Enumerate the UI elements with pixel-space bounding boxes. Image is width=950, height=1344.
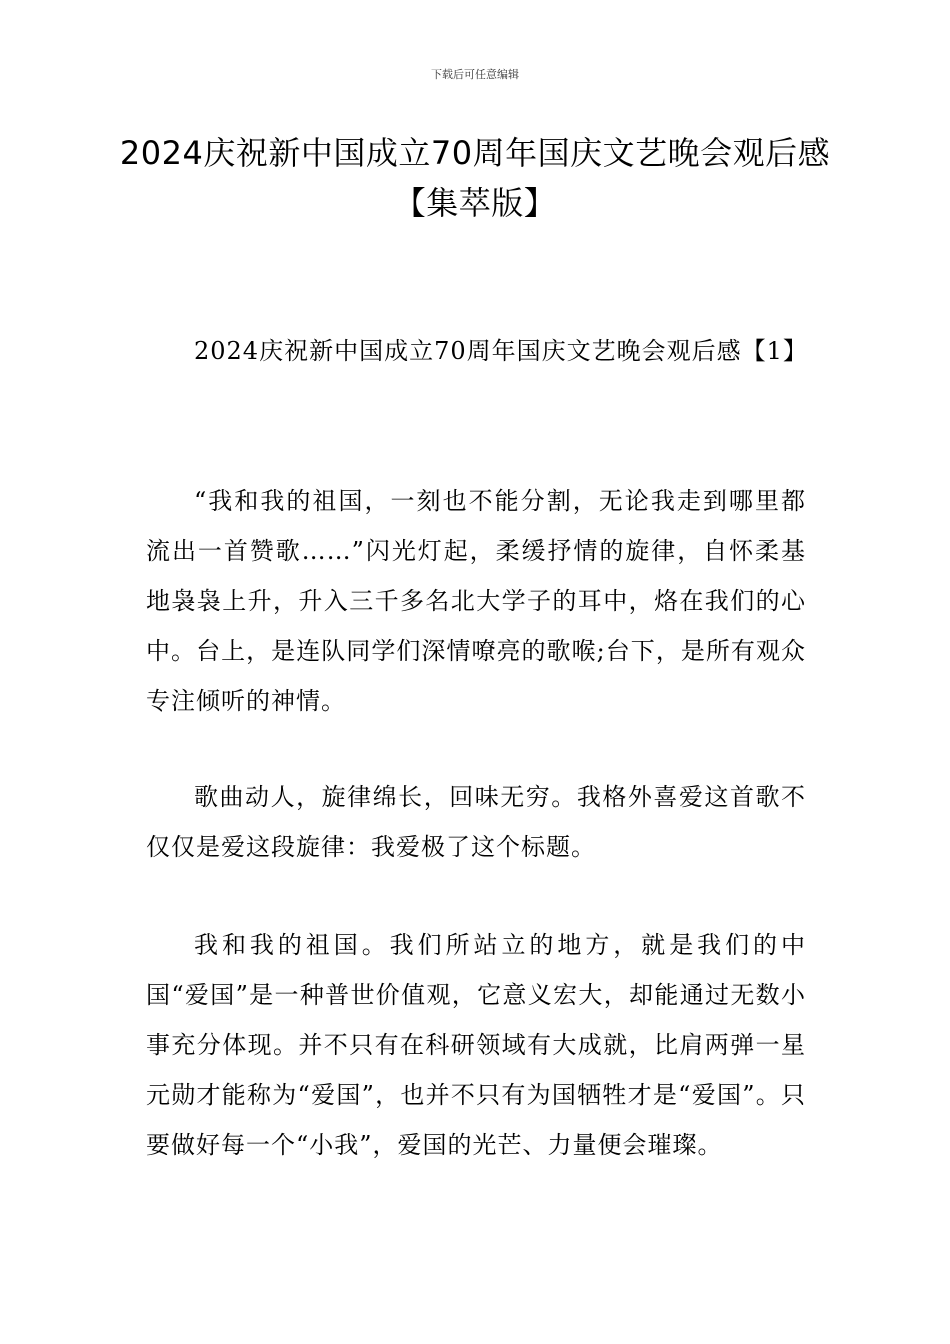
paragraph-1: “我和我的祖国，一刻也不能分割，无论我走到哪里都流出一首赞歌……”闪光灯起，柔缓抒情的旋律，自怀柔基地袅袅上升，升入三千多名北大学子的耳中，烙在我们的心中。台上，是连队同学们深情嘹亮的歌喉;台下，是所有观众专注倾听的神情。 — [146, 487, 806, 715]
paragraph-2: 歌曲动人，旋律绵长，回味无穷。我格外喜爱这首歌不仅仅是爱这段旋律：我爱极了这个标题。 — [146, 783, 806, 861]
section-subtitle: 2024庆祝新中国成立70周年国庆文艺晚会观后感【1】 — [194, 337, 808, 365]
header-note: 下载后可任意编辑 — [431, 68, 519, 81]
paragraph-3: 我和我的祖国。我们所站立的地方，就是我们的中国“爱国”是一种普世价值观，它意义宏大，却能通过无数小事充分体现。并不只有在科研领域有大成就，比肩两弹一星元勋才能称为“爱国”，也并不只有为国牺牲才是“爱国”。只要做好每一个“小我”，爱国的光芒、力量便会璀璨。 — [146, 931, 806, 1159]
document-title: 2024庆祝新中国成立70周年国庆文艺晚会观后感【集萃版】 — [119, 134, 831, 222]
